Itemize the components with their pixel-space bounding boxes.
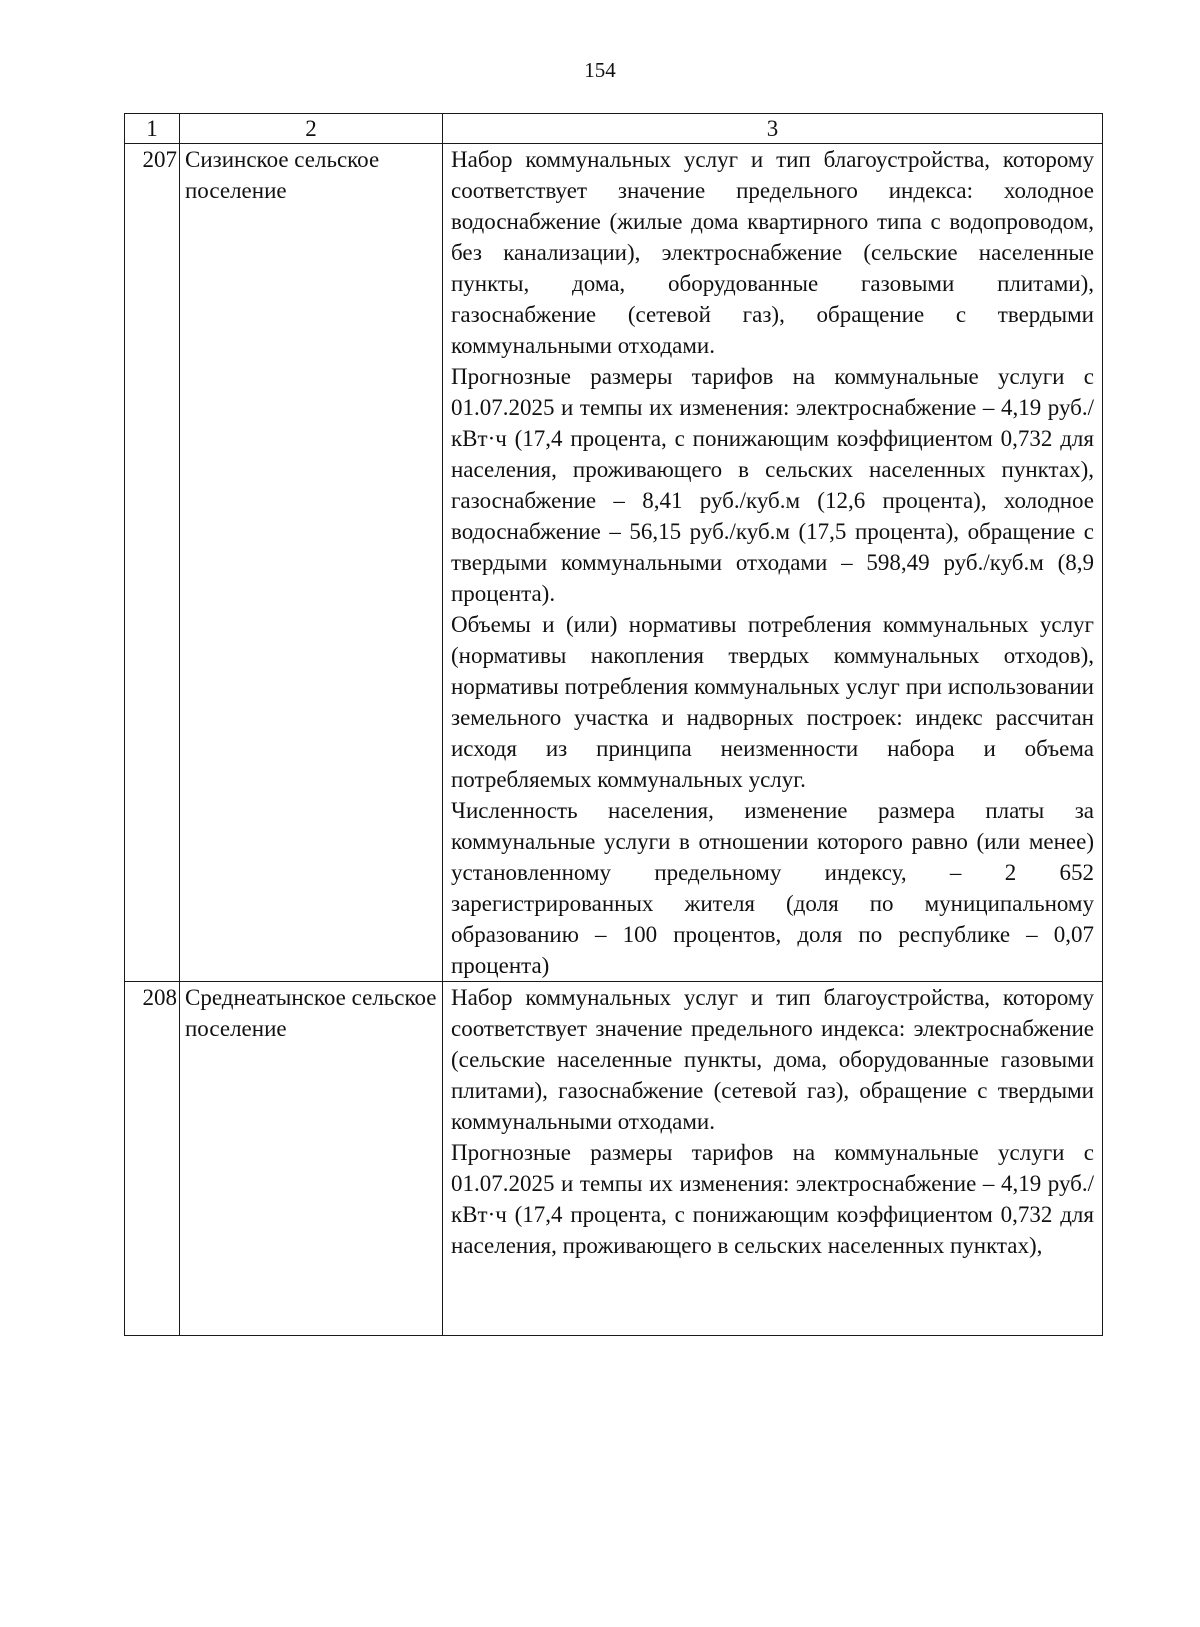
description-paragraph: Прогнозные размеры тарифов на коммунальные услуги с 01.07.2025 и темпы их изменения: электроснабжение – 4,19 руб./кВт·ч (17,4 процента, с понижающим коэффициентом 0,732 для населения, проживающего в сельских населенных пунктах), газоснабжение – 8,41 руб./куб.м (12,6 процента), холодное водоснабжение – 56,15 руб./куб.м (17,5 процента), обращение с твердыми коммунальными отходами – 598,49 руб./куб.м (8,9 процента). bbox=[451, 364, 1094, 606]
description-paragraph: Прогнозные размеры тарифов на коммунальные услуги с 01.07.2025 и темпы их изменения: электроснабжение – 4,19 руб./кВт·ч (17,4 процента, с понижающим коэффициентом 0,732 для населения, проживающего в сельских населенных пунктах), bbox=[451, 1140, 1094, 1258]
page-number: 154 bbox=[584, 58, 616, 82]
header-col-1: 1 bbox=[125, 114, 180, 144]
table-row bbox=[125, 982, 1103, 1336]
settlement-description bbox=[443, 982, 1103, 1336]
header-col-2: 2 bbox=[180, 114, 443, 144]
settlement-description bbox=[443, 144, 1103, 982]
description-paragraph: Набор коммунальных услуг и тип благоустройства, которому соответствует значение предельного индекса: электроснабжение (сельские населенные пункты, дома, оборудованные газовыми плитами), газоснабжение (сетевой газ), обращение с твердыми коммунальными отходами. bbox=[451, 985, 1094, 1134]
table-row bbox=[125, 144, 1103, 982]
row-number: 208 bbox=[125, 982, 180, 1336]
header-col-3: 3 bbox=[443, 114, 1103, 144]
settlement-name: Сизинское сельское поселение bbox=[180, 144, 443, 982]
row-number: 207 bbox=[125, 144, 180, 982]
settlement-name: Среднеатынское сельское поселение bbox=[180, 982, 443, 1336]
tariff-table bbox=[124, 113, 1103, 1336]
description-paragraph: Объемы и (или) нормативы потребления коммунальных услуг (нормативы накопления твердых коммунальных отходов), нормативы потребления коммунальных услуг при использовании земельного участка и надворных построек: индекс рассчитан исходя из принципа неизменности набора и объема потребляемых коммунальных услуг. bbox=[451, 612, 1094, 792]
table-header-row bbox=[125, 114, 1103, 144]
description-paragraph: Численность населения, изменение размера платы за коммунальные услуги в отношении которого равно (или менее) установленному предельному индексу, – 2 652 зарегистрированных жителя (доля по муниципальному образованию – 100 процентов, доля по республике – 0,07 процента) bbox=[451, 798, 1094, 978]
description-paragraph: Набор коммунальных услуг и тип благоустройства, которому соответствует значение предельного индекса: холодное водоснабжение (жилые дома квартирного типа с водопроводом, без канализации), электроснабжение (сельские населенные пункты, дома, оборудованные газовыми плитами), газоснабжение (сетевой газ), обращение с твердыми коммунальными отходами. bbox=[451, 147, 1094, 358]
